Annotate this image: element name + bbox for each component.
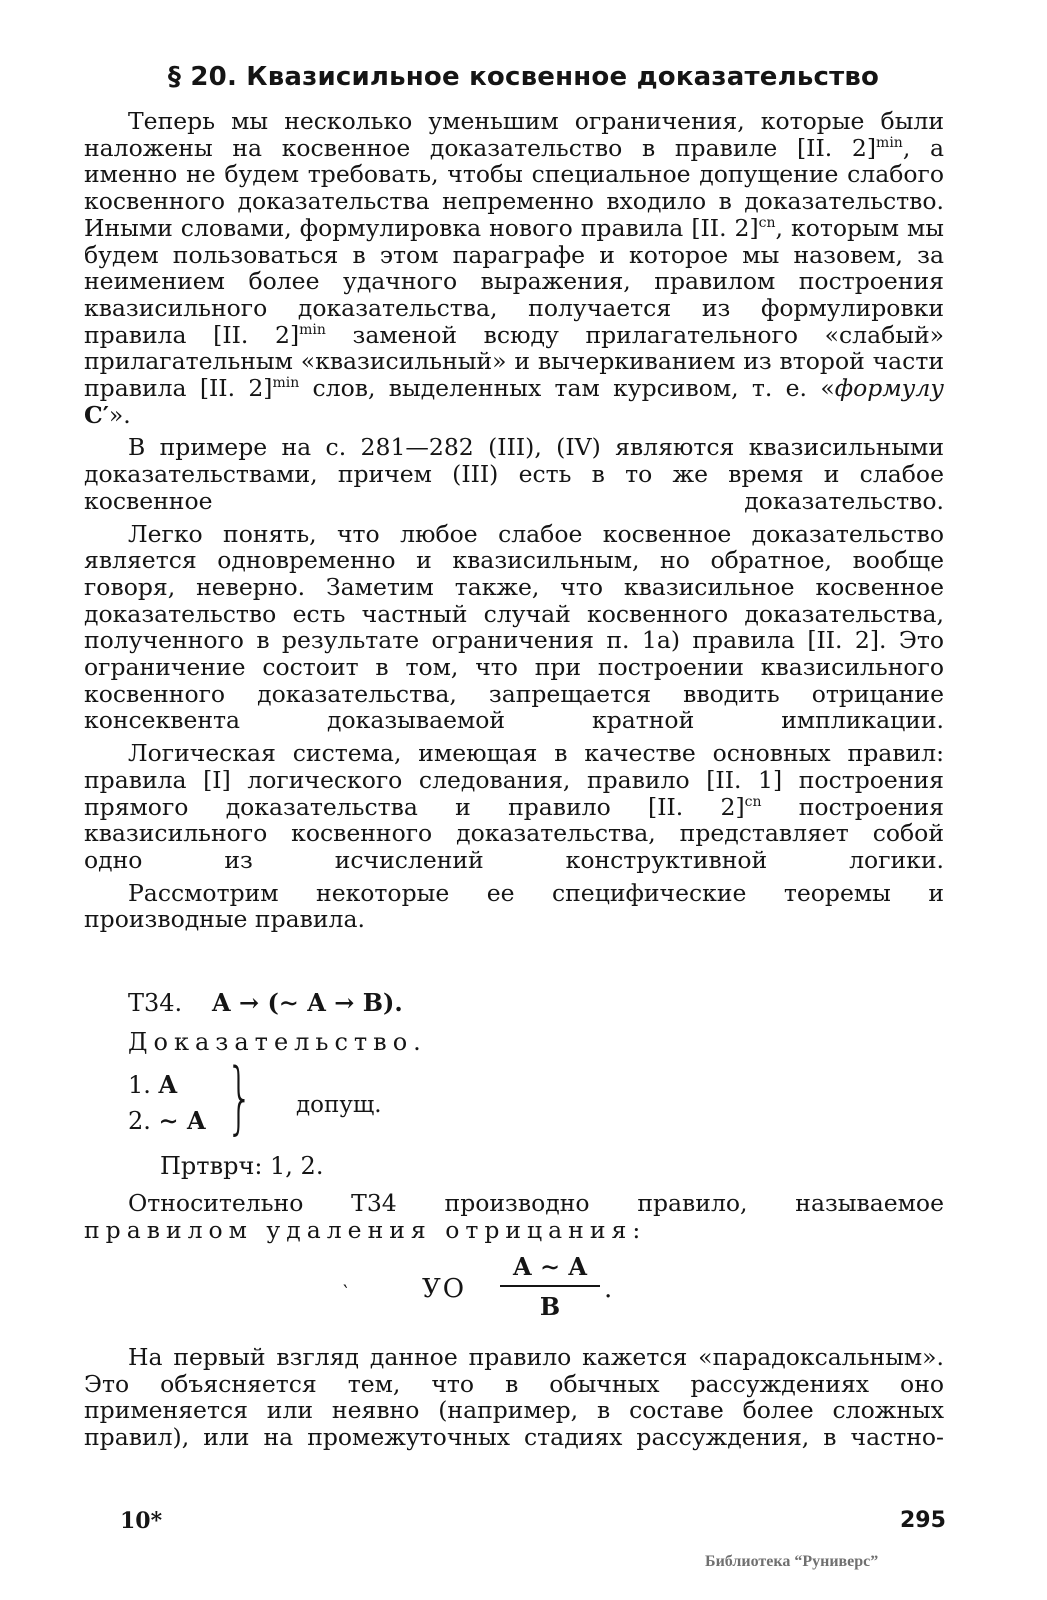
step-2-number: 2. xyxy=(128,1107,151,1135)
section-title: § 20. Квазисильное косвенное доказательство xyxy=(167,62,880,92)
p4-text-b: построения квазисильного косвенного доказательства, представляет собой одно из исчислений конструктивной логики. xyxy=(84,792,944,874)
proof-step-1 xyxy=(128,1070,177,1099)
rule-intro-colon: : xyxy=(632,1215,641,1244)
inference-rule xyxy=(0,1252,1047,1332)
paragraph-3: Легко понять, что любое слабое косвенное доказательство является одновременно и квазисильным, но обратное, вообще говоря, неверно. Заметим также, что квазисильное косвенное доказательство есть частный случай косвенного доказательства, полученного в результате ограничения п. 1a) правила [II. 2]. Это ограничение состоит в том, что при построении квазисильного косвенного доказательства, запрещается вводить отрицание консеквента доказываемой кратной импликации. xyxy=(84,519,944,735)
rule-intro xyxy=(84,1190,944,1243)
paragraph-2: В примере на с. 281—282 (III), (IV) являются квазисильными доказательствами, причем (III) есть в то же время и слабое косвенное доказательство. xyxy=(84,433,944,515)
rule-conclusion: B xyxy=(539,1292,561,1321)
fraction-bar xyxy=(500,1285,600,1287)
step-2-expr: ∼ A xyxy=(158,1106,206,1135)
page-number: 295 xyxy=(900,1508,946,1533)
curly-brace-icon: } xyxy=(226,1053,254,1143)
print-mark: ‵ xyxy=(343,1280,348,1304)
theorem-t34 xyxy=(128,988,403,1017)
p1-text-a: Теперь мы несколько уменьшим ограничения, которые были наложены на косвенное доказательство в правиле [II. 2] xyxy=(84,107,944,162)
p4-text-a: Логическая система, имеющая в качестве основных правил: правила [I] логического следования, правило [II. 1] построения прямого доказательства и правило [II. 2] xyxy=(84,739,944,821)
assumption-label: допущ. xyxy=(296,1092,382,1118)
paragraph-5: Рассмотрим некоторые ее специфические теоремы и производные правила. xyxy=(84,878,944,934)
rule-label: УО xyxy=(422,1274,467,1304)
contradiction-line: Пртврч: 1, 2. xyxy=(160,1152,324,1180)
rule-end-dot: . xyxy=(604,1274,613,1304)
theorem-formula: A → (∼ A → B). xyxy=(212,988,403,1017)
rule-intro-text: Относительно Т34 производно правило, называемое xyxy=(128,1189,944,1217)
p1-text-b: , а именно не будем требовать, чтобы специальное допущение слабого косвенного доказательства непременно входило в доказательство. Иными словами, формулировка нового правила [II. 2] xyxy=(84,133,945,242)
p1-text-e: слов, выделенных там курсивом, т. е. « xyxy=(299,374,835,403)
p1-italic: формулу xyxy=(834,374,945,403)
p4-sup: cn xyxy=(744,793,762,810)
p1-text-d: заменой всюду прилагательного «слабый» прилагательным «квазисильный» и вычеркиванием из второй части правила [II. 2] xyxy=(84,320,944,403)
p1-text-f: ». xyxy=(108,400,131,429)
paragraph-1 xyxy=(84,108,944,428)
rule-name-spaced: правилом удаления отрицания xyxy=(84,1215,633,1244)
paragraph-4 xyxy=(84,740,944,874)
p1-sup-2: cn xyxy=(758,214,776,231)
theorem-label: Т34. xyxy=(128,989,183,1017)
step-1-number: 1. xyxy=(128,1071,151,1099)
main-text xyxy=(84,108,944,933)
library-watermark: Библиотека “Руниверс” xyxy=(705,1553,879,1570)
rule-premises: A ∼ A xyxy=(512,1252,588,1281)
p1-bold: C′ xyxy=(84,400,109,429)
p1-text-c: , которым мы будем пользоваться в этом параграфе и которое мы назовем, за неимением более удачного выражения, правилом построения квазисильного доказательства, получается из формулировки правила [II. 2] xyxy=(84,213,945,349)
p1-sup-4: min xyxy=(272,375,300,392)
p1-sup-3: min xyxy=(299,321,326,338)
printer-signature: 10* xyxy=(120,1508,163,1534)
proof-heading: Доказательство. xyxy=(128,1028,427,1056)
closing-paragraph: На первый взгляд данное правило кажется «парадоксальным». Это объясняется тем, что в обычных рассуждениях оно применяется или неявно (например, в составе более сложных правил), или на промежуточных стадиях рассуждения, в частно- xyxy=(84,1343,944,1452)
step-1-expr: A xyxy=(158,1070,178,1099)
proof-step-2 xyxy=(128,1106,206,1135)
p1-sup-1: min xyxy=(876,134,903,151)
